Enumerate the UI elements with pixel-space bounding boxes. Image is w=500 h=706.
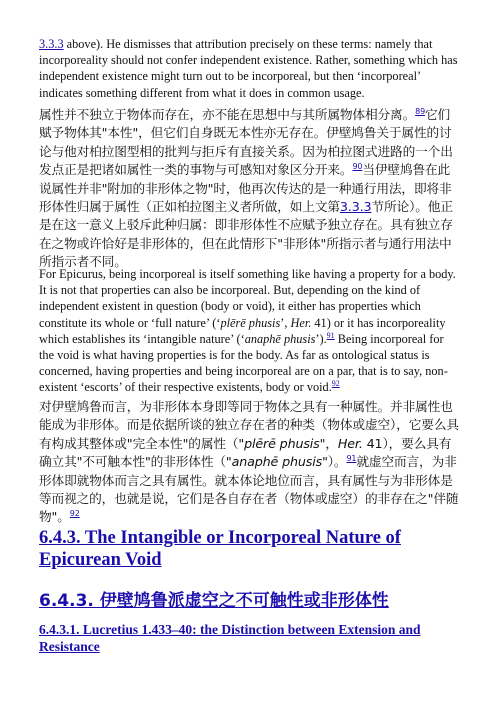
paragraph-zh-2: [39, 398, 461, 527]
section-link[interactable]: 3.3.3: [39, 37, 64, 51]
paragraph-text: 41），要么具有确立其"不可触本性"的非形体性（": [39, 435, 452, 470]
greek-term: anaphē phusis: [231, 454, 323, 470]
footnote-link-92[interactable]: 92: [331, 379, 340, 389]
paragraph-text: ’,: [280, 315, 291, 330]
paragraph-text: 属性并不独立于物体而存在，亦不能在思想中与其所属物体相分离。: [39, 107, 416, 122]
paragraph-text: 对伊壁鸠鲁而言，为非形体本身即等同于物体之具有一种属性。并非属性也能成为非形体。而是依据所谈的独立存在者的种类（物体或虚空），它要么具有构成其整体或"完全本性"的属性（": [39, 399, 459, 451]
greek-term: plērē phusis: [220, 315, 281, 330]
section-heading-en[interactable]: 6.4.3. The Intangible or Incorporeal Nature of Epicurean Void: [39, 528, 401, 570]
citation: Her.: [337, 435, 363, 451]
paragraph-text: "，: [319, 435, 338, 451]
footnote-link-92[interactable]: 92: [69, 509, 80, 519]
subsection-heading[interactable]: 6.4.3.1. Lucretius 1.433–40: the Distinction between Extension and Resistance: [39, 622, 421, 654]
paragraph-text: 41) or it has incorporeality which establishes its ‘intangible nature’ (‘: [39, 315, 446, 346]
greek-term: plērē phusis: [244, 435, 320, 451]
paragraph-zh-1: [39, 106, 461, 272]
paragraph-en-1: [39, 36, 461, 101]
paragraph-text: "）。: [322, 454, 347, 470]
section-link[interactable]: 3.3.3: [339, 199, 372, 215]
paragraph-text: ’).: [315, 331, 327, 346]
paragraph-text: For Epicurus, being incorporeal is itself something like having a property for a body. It is not that properties can also be incorporeal. But, depending on the kind of independent existent in question (body or void), it either has properties which constitute its whole or ‘full nature’ (‘: [39, 267, 456, 330]
footnote-link-91[interactable]: 91: [346, 453, 357, 463]
section-heading-zh[interactable]: 6.4.3. 伊壁鸠鲁派虚空之不可触性或非形体性: [39, 591, 389, 611]
greek-term: anaphē phusis: [244, 331, 316, 346]
footnote-link-90[interactable]: 90: [352, 161, 363, 171]
footnote-link-91[interactable]: 91: [326, 330, 335, 340]
paragraph-en-2: [39, 266, 461, 396]
paragraph-text: 就虚空而言，为非形体即就物体而言之具有属性。就本体论地位而言，具有属性与为非形体是等而视之的，也就是说，它们是各自存在者（物体或虚空）的非存在之"伴随物"。: [39, 454, 459, 525]
paragraph-text: above). He dismisses that attribution precisely on these terms: namely that incorporeality should not confer independent existence. Rather, something which has independent existence might turn out to be incorporeal, but then ‘incorporeal’ indicates something different from what it does in common usage.: [39, 37, 458, 100]
paragraph-text: 当伊壁鸠鲁在此说属性并非"附加的非形体之物"时，他再次传达的是一种通行用法，即将非形体性归属于属性（正如柏拉图主义者所做，如上文第: [39, 162, 452, 215]
paragraph-text: Being incorporeal for the void is what having properties is for the body. As far as ontological status is concerned, having properties and being incorporeal are on a par, that is to say, non-existent ‘escorts’ of their respective existents, body or void.: [39, 331, 448, 395]
paragraph-text: 它们赋予物体其"本性"，但它们自身既无本性亦无存在。伊壁鸠鲁关于属性的讨论与他对柏拉图型相的批判与拒斥有直接关系。因为柏拉图式进路的一个出发点正是把诸如属性一类的事物与可感知对象区分开来。: [39, 107, 453, 178]
footnote-link-89[interactable]: 89: [415, 106, 426, 116]
citation: Her.: [290, 315, 312, 330]
paragraph-text: 节所论）。他正是在这一意义上驳斥此种归属：即非形体性不应赋予独立存在。具有独立存在之物或许恰好是非形体的，但在此情形下"非形体"所指示者与通行用法中所指示者不同。: [39, 199, 453, 270]
